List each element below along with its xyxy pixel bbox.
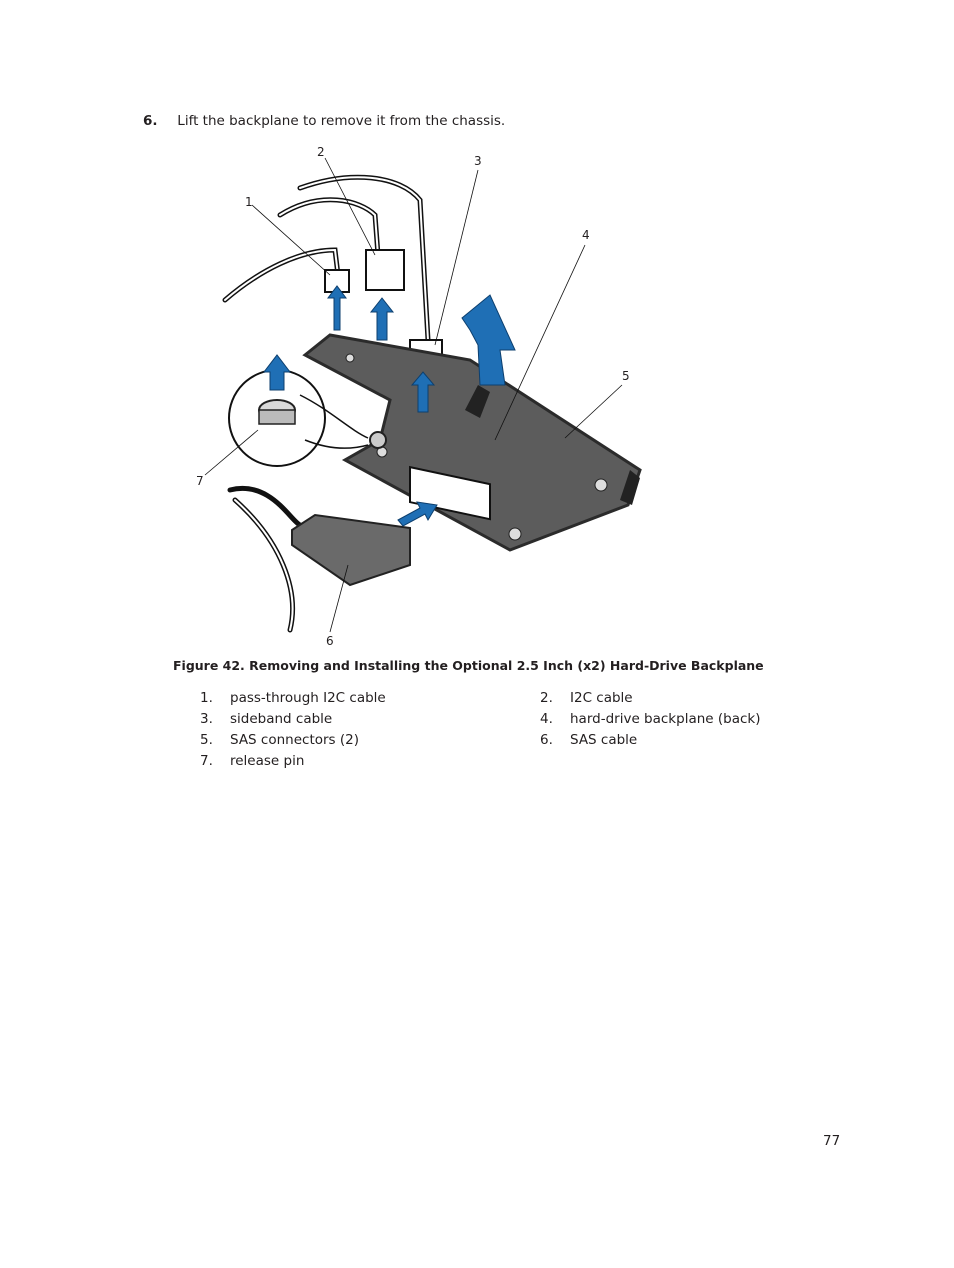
callout-2: 2: [317, 145, 325, 159]
legend-label: pass-through I2C cable: [230, 690, 386, 706]
figure-legend: [200, 690, 800, 774]
legend-number: 2.: [540, 690, 553, 706]
sas-arrow-icon: [398, 502, 437, 526]
legend-item: [540, 732, 637, 748]
callout-3: 3: [474, 154, 482, 168]
legend-number: 4.: [540, 711, 553, 727]
step-number: 6.: [143, 113, 158, 129]
step-6: [143, 113, 505, 129]
figure-caption: Figure 42. Removing and Installing the Optional 2.5 Inch (x2) Hard-Drive Backplane: [173, 658, 764, 673]
legend-label: hard-drive backplane (back): [570, 711, 761, 727]
legend-number: 3.: [200, 711, 213, 727]
callout-4: 4: [582, 228, 590, 242]
legend-row: [200, 690, 800, 711]
legend-item: [200, 753, 304, 769]
cable2-arrow-icon: [371, 298, 393, 340]
legend-item: [200, 690, 386, 706]
legend-number: 6.: [540, 732, 553, 748]
legend-label: SAS connectors (2): [230, 732, 359, 748]
i2c-connector: [366, 250, 404, 290]
mounting-hole-icon: [509, 528, 521, 540]
legend-item: [200, 732, 359, 748]
release-pin-small: [370, 432, 386, 448]
legend-label: sideband cable: [230, 711, 333, 727]
backplane-board: [305, 335, 640, 550]
callout-6: 6: [326, 634, 334, 648]
callout-1: 1: [245, 195, 253, 209]
legend-label: release pin: [230, 753, 305, 769]
legend-label: SAS cable: [570, 732, 638, 748]
legend-number: 7.: [200, 753, 213, 769]
step-text: Lift the backplane to remove it from the chassis.: [177, 113, 506, 129]
page-number: 77: [823, 1133, 841, 1149]
legend-label: I2C cable: [570, 690, 633, 706]
legend-item: [200, 711, 332, 727]
callout-7: 7: [196, 474, 204, 488]
legend-number: 1.: [200, 690, 213, 706]
legend-number: 5.: [200, 732, 213, 748]
backplane-removal-figure: [185, 140, 665, 655]
callout-5: 5: [622, 369, 630, 383]
legend-item: [540, 690, 633, 706]
legend-row: [200, 711, 800, 732]
sas-cable-connector: [292, 515, 410, 585]
mounting-hole-icon: [595, 479, 607, 491]
mounting-hole-icon: [346, 354, 354, 362]
legend-item: [540, 711, 760, 727]
legend-row: [200, 753, 800, 774]
legend-row: [200, 732, 800, 753]
